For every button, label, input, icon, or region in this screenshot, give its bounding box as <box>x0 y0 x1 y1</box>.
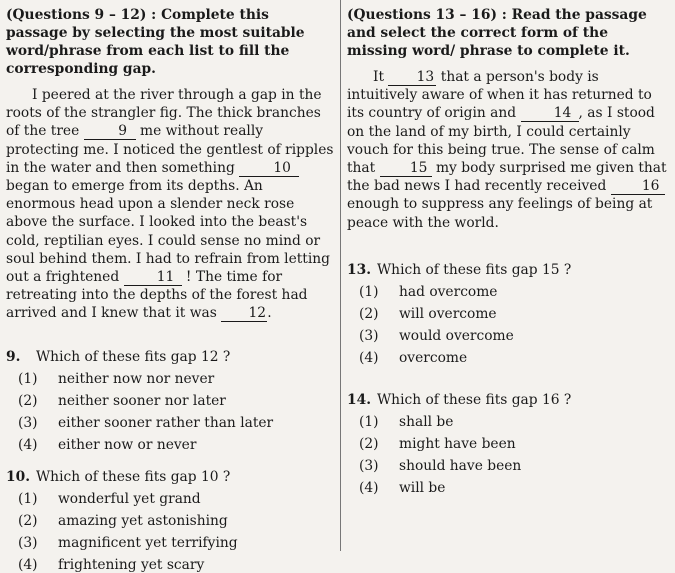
option-text: either sooner rather than later <box>58 414 274 431</box>
option-text: amazing yet astonishing <box>58 512 228 529</box>
option-text: overcome <box>399 349 468 366</box>
answer-option <box>18 513 334 529</box>
passage-text: It <box>373 69 389 85</box>
option-text: will overcome <box>399 305 497 322</box>
option-number: (3) <box>359 457 379 474</box>
question-text: Which of these fits gap 10 ? <box>36 468 231 485</box>
option-number: (2) <box>359 435 379 452</box>
answer-option <box>18 437 334 453</box>
option-number: (2) <box>18 512 38 529</box>
passage-9-12 <box>6 86 334 323</box>
passage-paragraph <box>347 68 673 232</box>
option-number: (1) <box>359 413 379 430</box>
instruction-questions-13-16: (Questions 13 – 16) : Read the passage and select the correct form of the missing word/ phrase to complete it. <box>347 7 647 59</box>
passage-text: enough to suppress any feelings of being at peace with the world. <box>347 196 653 231</box>
answer-option <box>359 436 673 452</box>
question-stem <box>6 349 334 365</box>
passage-text: me without really protecting me. I noticed the gentlest of ripples in the water and then something <box>6 123 334 176</box>
question-number: 14. <box>347 391 372 408</box>
passage-text: my body surprised me given that the bad news I had recently received <box>347 160 667 195</box>
passage-text: began to emerge from its depths. An enormous head upon a slender neck rose above the surface. I looked into the beast's cold, reptilian eyes. I could sense no mind or soul behind them. I had to refrain from letting out a frightened <box>6 178 330 286</box>
passage-13-16 <box>347 68 673 232</box>
passage-text: I peered at the river through a gap in the roots of the strangler fig. The thick branches of the tree <box>6 87 322 140</box>
option-number: (2) <box>359 305 379 322</box>
option-text: magnificent yet terrifying <box>58 534 238 551</box>
gap-13: 13 <box>388 70 436 86</box>
option-text: had overcome <box>399 283 498 300</box>
option-text: frightening yet scary <box>58 556 205 573</box>
option-text: wonderful yet grand <box>58 490 201 507</box>
question-14 <box>347 392 673 496</box>
option-text: shall be <box>399 413 454 430</box>
option-number: (4) <box>18 556 38 573</box>
option-text: either now or never <box>58 436 197 453</box>
question-list <box>6 349 334 573</box>
answer-option <box>359 328 673 344</box>
option-text: should have been <box>399 457 522 474</box>
answer-option <box>359 458 673 474</box>
answer-option <box>18 371 334 387</box>
answer-option <box>18 557 334 573</box>
answer-option <box>18 415 334 431</box>
question-10 <box>6 469 334 573</box>
answer-option <box>359 350 673 366</box>
gap-10: 10 <box>239 161 299 177</box>
answer-option <box>18 393 334 409</box>
gap-9: 9 <box>84 124 136 140</box>
question-text: Which of these fits gap 12 ? <box>36 348 231 365</box>
answer-option <box>359 480 673 496</box>
option-text: neither now nor never <box>58 370 215 387</box>
option-text: neither sooner nor later <box>58 392 226 409</box>
left-column <box>6 0 334 573</box>
option-number: (4) <box>18 436 38 453</box>
passage-text: ! The time for retreating into the depths of the forest had arrived and I knew that it was <box>6 269 308 322</box>
option-number: (4) <box>359 349 379 366</box>
option-number: (1) <box>18 370 38 387</box>
answer-option <box>359 306 673 322</box>
question-number: 10. <box>6 468 31 485</box>
gap-15: 15 <box>380 161 432 177</box>
gap-12: 12 <box>221 306 267 322</box>
answer-option <box>18 535 334 551</box>
option-number: (1) <box>359 283 379 300</box>
question-number: 13. <box>347 261 372 278</box>
question-stem <box>6 469 334 485</box>
option-number: (3) <box>18 414 38 431</box>
option-number: (3) <box>18 534 38 551</box>
gap-16: 16 <box>611 179 665 195</box>
question-stem <box>347 392 673 408</box>
instruction-questions-9-12: (Questions 9 – 12) : Complete this passage by selecting the most suitable word/phrase from each list to fill the corresponding gap. <box>6 7 305 77</box>
option-number: (4) <box>359 479 379 496</box>
option-number: (3) <box>359 327 379 344</box>
question-number: 9. <box>6 348 21 365</box>
question-list <box>347 262 673 496</box>
option-text: might have been <box>399 435 516 452</box>
answer-option <box>359 284 673 300</box>
option-number: (2) <box>18 392 38 409</box>
question-text: Which of these fits gap 15 ? <box>377 261 572 278</box>
question-text: Which of these fits gap 16 ? <box>377 391 572 408</box>
passage-paragraph <box>6 86 334 323</box>
passage-text: , as I stood on the land of my birth, I could certainly vouch for this being true. The sense of calm that <box>347 105 655 177</box>
passage-text: . <box>267 305 272 322</box>
option-number: (1) <box>18 490 38 507</box>
question-13 <box>347 262 673 366</box>
question-9 <box>6 349 334 453</box>
gap-11: 11 <box>124 270 182 286</box>
column-divider <box>340 0 341 551</box>
passage-text: that a person's body is intuitively aware of when it has returned to its country of origin and <box>347 69 652 122</box>
gap-14: 14 <box>521 106 579 122</box>
answer-option <box>359 414 673 430</box>
right-column <box>347 0 673 496</box>
option-text: would overcome <box>399 327 514 344</box>
question-stem <box>347 262 673 278</box>
answer-option <box>18 491 334 507</box>
option-text: will be <box>399 479 446 496</box>
